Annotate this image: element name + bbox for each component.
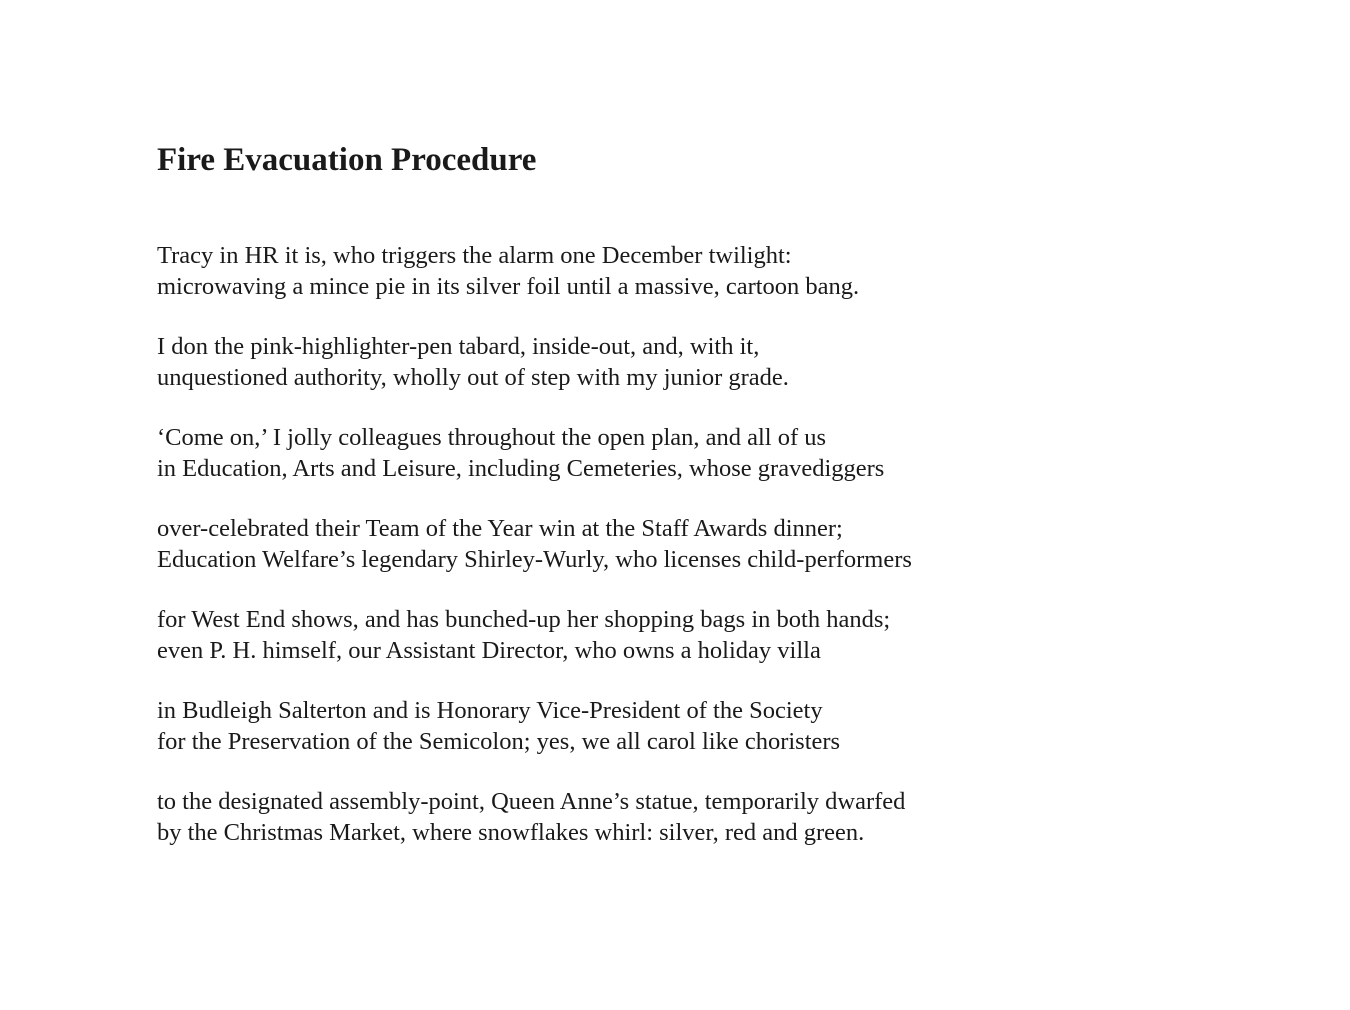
poem-line: Education Welfare’s legendary Shirley-Wurly, who licenses child-performers: [157, 545, 912, 573]
poem-line: Tracy in HR it is, who triggers the alarm one December twilight:: [157, 242, 792, 269]
poem-line: I don the pink-highlighter-pen tabard, inside-out, and, with it,: [157, 333, 760, 360]
poem-line: unquestioned authority, wholly out of step with my junior grade.: [157, 363, 789, 391]
poem-body: [157, 241, 1257, 848]
poem-line: by the Christmas Market, where snowflakes whirl: silver, red and green.: [157, 818, 865, 846]
poem-line: ‘Come on,’ I jolly colleagues throughout the open plan, and all of us: [157, 424, 827, 451]
poem-line: for the Preservation of the Semicolon; yes, we all carol like choristers: [157, 727, 841, 755]
document-page: [157, 140, 1257, 878]
stanza: [157, 241, 1257, 302]
poem-line: even P. H. himself, our Assistant Director, who owns a holiday villa: [157, 636, 821, 664]
poem-title: Fire Evacuation Procedure: [157, 142, 537, 178]
poem-line: over-celebrated their Team of the Year win at the Staff Awards dinner;: [157, 515, 843, 542]
poem-line: microwaving a mince pie in its silver foil until a massive, cartoon bang.: [157, 272, 860, 300]
stanza: [157, 423, 1257, 484]
stanza: [157, 605, 1257, 666]
poem-line: for West End shows, and has bunched-up her shopping bags in both hands;: [157, 606, 891, 633]
poem-line: to the designated assembly-point, Queen Anne’s statue, temporarily dwarfed: [157, 788, 906, 815]
stanza: [157, 514, 1257, 575]
poem-line: in Budleigh Salterton and is Honorary Vice-President of the Society: [157, 697, 823, 724]
poem-line: in Education, Arts and Leisure, including Cemeteries, whose gravediggers: [157, 454, 885, 482]
stanza: [157, 787, 1257, 848]
stanza: [157, 332, 1257, 393]
stanza: [157, 696, 1257, 757]
